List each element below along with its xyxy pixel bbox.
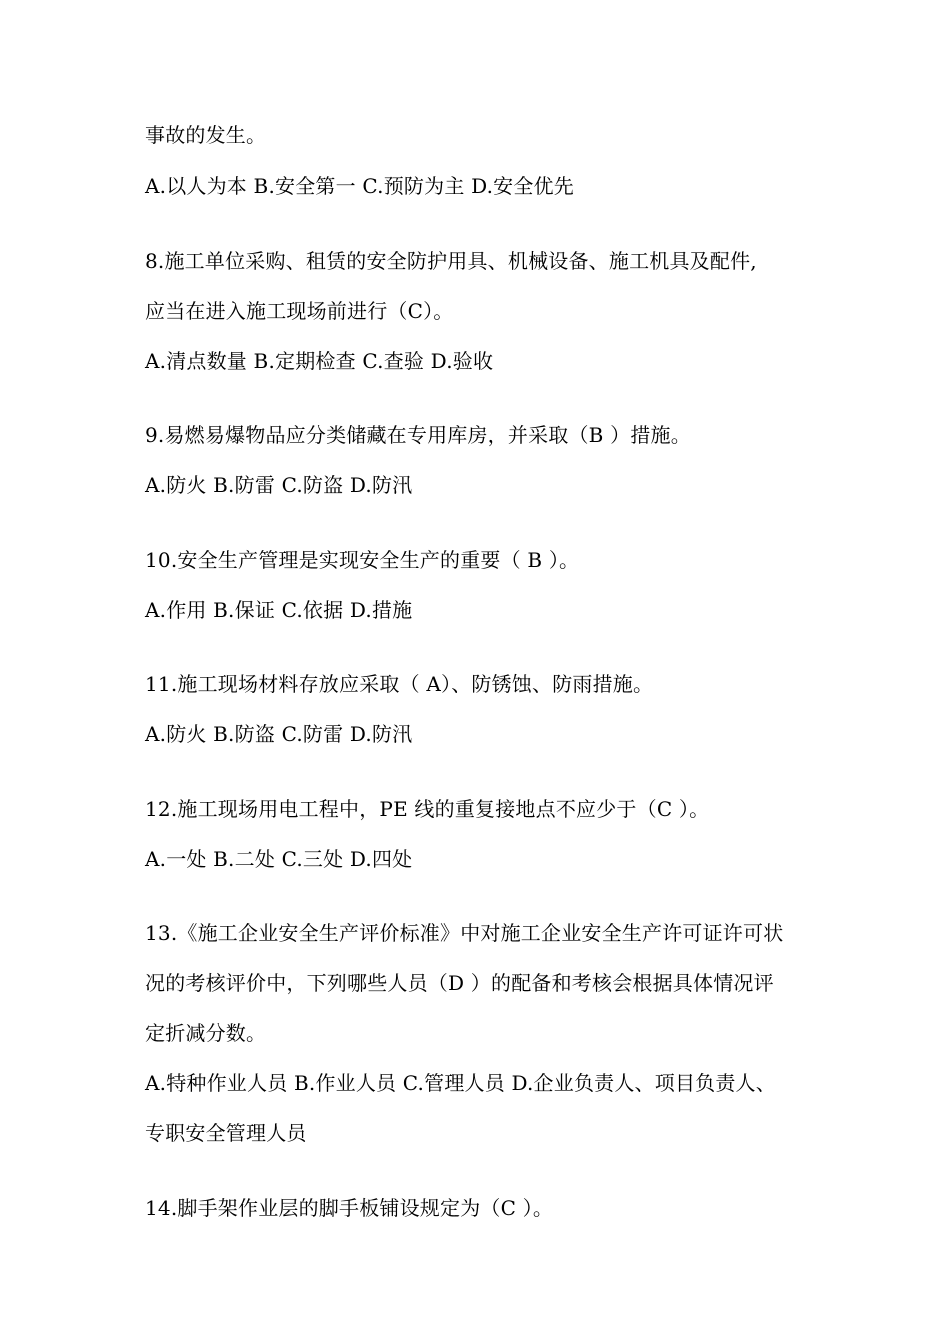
question-8-line-1: 8.施工单位采购、租赁的安全防护用具、机械设备、施工机具及配件, [145,249,757,273]
question-12-options: A.一处 B.二处 C.三处 D.四处 [145,847,413,871]
question-8-line-2: 应当在进入施工现场前进行（C）。 [145,299,454,323]
question-8-options: A.清点数量 B.定期检查 C.查验 D.验收 [145,349,494,373]
question-10-options: A.作用 B.保证 C.依据 D.措施 [145,598,413,622]
question-11-options: A.防火 B.防盗 C.防雷 D.防汛 [145,722,413,746]
question-9-options: A.防火 B.防雷 C.防盗 D.防汛 [145,473,413,497]
question-13-line-1: 13.《施工企业安全生产评价标准》中对施工企业安全生产许可证许可状 [145,921,784,945]
options-line: A.以人为本 B.安全第一 C.预防为主 D.安全优先 [145,174,574,198]
question-13-options-line-1: A.特种作业人员 B.作业人员 C.管理人员 D.企业负责人、项目负责人、 [145,1071,776,1095]
question-14-text: 14.脚手架作业层的脚手板铺设规定为（C ）。 [145,1196,554,1220]
question-13-line-3: 定折减分数。 [145,1021,267,1045]
question-10-text: 10.安全生产管理是实现安全生产的重要（ B ）。 [145,548,580,572]
question-12-text: 12.施工现场用电工程中，PE 线的重复接地点不应少于（C ）。 [145,797,710,821]
question-13-options-line-2: 专职安全管理人员 [145,1121,307,1145]
text-line: 事故的发生。 [145,123,267,147]
question-13-line-2: 况的考核评价中，下列哪些人员（D ）的配备和考核会根据具体情况评 [145,971,774,995]
question-9-text: 9.易燃易爆物品应分类储藏在专用库房，并采取（B ）措施。 [145,423,691,447]
question-11-text: 11.施工现场材料存放应采取（ A）、防锈蚀、防雨措施。 [145,672,654,696]
